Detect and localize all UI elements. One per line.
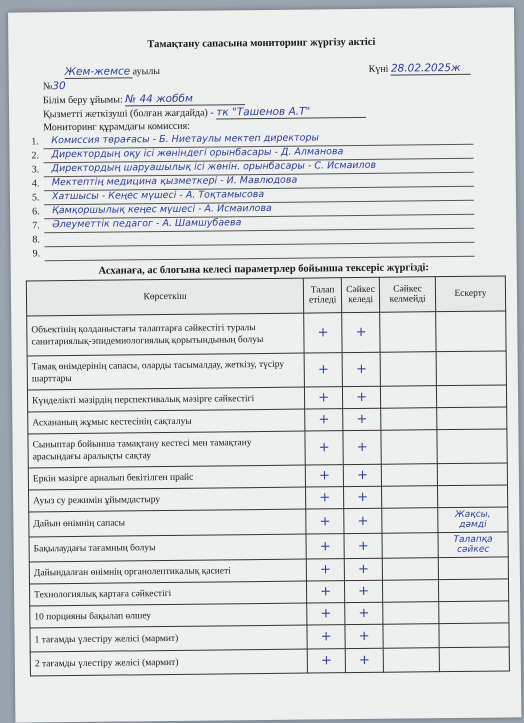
note-cell: Жақсы, дәмді (438, 507, 508, 533)
table-row: 2 тағамды үлестіру желісі (мармит) + + (30, 647, 509, 676)
mark-required: + (306, 534, 344, 559)
mark-not-matches (381, 386, 437, 409)
commission-item: 5. Хатшысы - Кеңес мүшесі - А. Тоқтамысова (44, 188, 474, 206)
village-line (65, 65, 160, 79)
mark-matches: + (345, 624, 383, 648)
note-cell (439, 601, 509, 624)
document-page (8, 7, 521, 722)
mark-not-matches (381, 464, 437, 487)
mark-required: + (306, 559, 344, 581)
mark-not-matches (383, 648, 439, 673)
supplier-value: тк "Ташенов А.Т" (216, 105, 366, 120)
mark-not-matches (383, 624, 439, 649)
mark-required: + (306, 509, 344, 534)
table-row: Дайын өнімнің сапасы + + Жақсы, дәмді (29, 507, 508, 537)
mark-not-matches (382, 508, 438, 534)
mark-matches: + (343, 464, 381, 486)
table-row: Сыныптар бойынша тамақтану кестесі мен тамақтану арасындағы аралықты сақтау + + (28, 429, 507, 468)
mark-required: + (306, 487, 344, 509)
commission-member: Директордың шаруашылық ісі жөнін. орынбасары - С. Исмаилов (51, 159, 377, 175)
education-value: № 44 жоббм (125, 92, 245, 106)
commission-member: Әлеуметтік педагог - А. Шамшубаева (52, 217, 242, 231)
mark-not-matches (382, 558, 438, 581)
commission-item: 2. Директордың оқу ісі жөніндегі орынбасары - Д. Алманова (43, 146, 473, 164)
note-cell (436, 311, 506, 352)
mark-matches: + (344, 508, 382, 533)
table-row: Бақылаудағы тағамның болуы + + Талапқа сәйкес (29, 532, 508, 562)
header-matches: Сәйкес келеді (341, 277, 379, 312)
table-row: Тамақ өнімдерінің сапасы, оларды тасымалдау, жеткізу, түсіру шарттары + + (27, 351, 506, 390)
table-row: 1 тағамды үлестіру желісі (мармит) + + (30, 623, 509, 652)
table-row: Технологиялық картаға сәйкестігі + + (29, 579, 508, 606)
table-subtitle: Асханаға, ас блогына келесі параметрлер бойынша тексеріс жүргізді: (98, 262, 429, 277)
mark-required: + (305, 409, 343, 431)
note-cell (436, 351, 506, 386)
commission-item: 1. Комиссия төрағасы - Б. Ниетаулы мектеп директоры (43, 132, 473, 150)
note-cell: Талапқа сәйкес (438, 532, 508, 558)
education-label: Білім беру ұйымы: (42, 94, 123, 107)
supplier-line (43, 105, 366, 121)
mark-required: + (305, 431, 343, 465)
commission-item: 6. Қамқоршылық кеңес мүшесі - А. Исмаилова (44, 202, 474, 220)
commission-member: Комиссия төрағасы - Б. Ниетаулы мектеп директоры (51, 132, 320, 147)
header-not-matches: Сәйкес келмейді (379, 277, 435, 313)
mark-matches: + (343, 430, 381, 464)
header-required: Талап етіледі (303, 278, 341, 313)
mark-required: + (304, 353, 342, 387)
number-label: № (42, 81, 53, 93)
supplier-label: Қызметті жеткізуші (болған жағдайда) - (43, 107, 214, 121)
table-row: Күнделікті мәзірдің перспективалық мәзірге сәйкестігі + + (27, 385, 506, 412)
mark-matches: + (342, 312, 380, 352)
mark-matches: + (345, 648, 383, 672)
mark-not-matches (382, 533, 438, 559)
number-value: 30 (52, 80, 66, 93)
table-row: Объектінің қолданыстағы талаптарға сәйкестігі туралы санитариялық-эпидемиологиялық қорытындының болуы + + (27, 311, 506, 356)
note-cell (438, 485, 508, 508)
commission-item: 9. (44, 244, 474, 262)
date-line (369, 62, 471, 76)
commission-item: 8. (44, 230, 474, 248)
note-cell (438, 557, 508, 580)
note-cell (436, 385, 506, 408)
note-cell (439, 623, 509, 648)
mark-required: + (305, 465, 343, 487)
commission-member: Қамқоршылық кеңес мүшесі - А. Исмаилова (52, 202, 272, 217)
date-value: 28.02.2025ж (391, 62, 471, 76)
commission-item: 4. Мектептің медицина қызметкері - И. Мавлюдова (44, 174, 474, 192)
mark-required: + (307, 581, 345, 603)
document-title: Тамақтану сапасына мониторинг жүргізу актісі (147, 36, 376, 51)
mark-matches: + (343, 386, 381, 408)
table-header-row (26, 276, 505, 316)
mark-not-matches (382, 486, 438, 509)
inspection-table (26, 275, 510, 676)
commission-item: 3. Директордың шаруашылық ісі жөнін. орынбасары - С. Исмаилов (44, 160, 474, 178)
mark-not-matches (380, 312, 436, 353)
mark-not-matches (383, 580, 439, 603)
note-cell (439, 647, 509, 672)
table-row: Дайындалған өнімнің органолептикалық қасиеті + + (29, 557, 508, 584)
mark-not-matches (381, 430, 437, 465)
mark-required: + (304, 313, 342, 353)
village-label: ауылы (132, 66, 161, 78)
mark-matches: + (345, 580, 383, 602)
date-label: Күні (368, 63, 389, 75)
mark-required: + (307, 625, 345, 649)
commission-member: Мектептің медицина қызметкері - И. Мавлюдова (51, 174, 298, 189)
commission-item: 7. Әлеуметтік педагог - А. Шамшубаева (44, 216, 474, 234)
header-note: Ескерту (435, 276, 505, 312)
mark-required: + (305, 387, 343, 409)
commission-label: Мониторинг құрамдағы комиссия: (43, 120, 191, 134)
note-cell (437, 463, 507, 486)
mark-matches: + (342, 352, 380, 386)
mark-matches: + (344, 533, 382, 558)
mark-not-matches (383, 602, 439, 625)
number-line (43, 80, 66, 92)
table-row: Ауыз су режимін ұйымдастыру + + (29, 485, 508, 512)
mark-matches: + (343, 408, 381, 430)
mark-required: + (307, 603, 345, 625)
mark-not-matches (381, 408, 437, 431)
mark-matches: + (345, 602, 383, 624)
table-row: 10 порцияны бақылап өлшеу + + (30, 601, 509, 628)
commission-member: Директордың оқу ісі жөніндегі орынбасары - Д. Алманова (51, 146, 344, 161)
mark-required: + (307, 649, 345, 673)
note-cell (439, 579, 509, 602)
table-row: Асхананың жұмыс кестесінің сақталуы + + (28, 407, 507, 434)
education-line (43, 92, 245, 107)
mark-matches: + (344, 486, 382, 508)
note-cell (437, 407, 507, 430)
mark-matches: + (344, 558, 382, 580)
note-cell (437, 429, 507, 464)
village-value: Жем-жемсе (65, 65, 133, 79)
table-row: Еркін мәзірге арналып бекітілген прайс + + (28, 463, 507, 490)
mark-not-matches (380, 352, 436, 387)
header-indicator: Көрсеткіш (26, 278, 303, 316)
commission-member: Хатшысы - Кеңес мүшесі - А. Тоқтамысова (51, 188, 265, 203)
